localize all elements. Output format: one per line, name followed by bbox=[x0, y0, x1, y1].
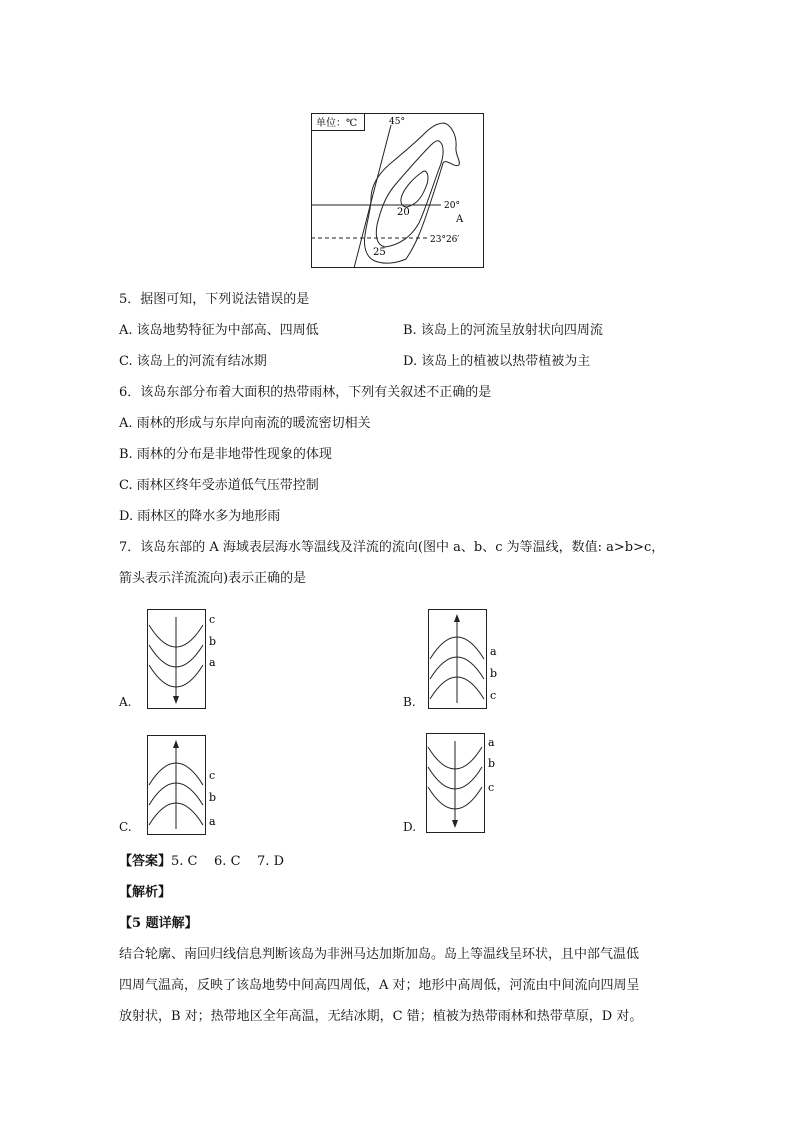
iso-25-label: 25 bbox=[373, 247, 386, 258]
q5-option-a: A. 该岛地势特征为中部高、四周低 bbox=[119, 323, 319, 338]
answer-text: 5. C 6. C 7. D bbox=[171, 854, 284, 869]
q6-option-a: A. 雨林的形成与东岸向南流的暖流密切相关 bbox=[119, 416, 371, 431]
fig-a-label-1: c bbox=[209, 613, 216, 626]
answer-line bbox=[119, 852, 284, 872]
fig-d-label-3: c bbox=[488, 781, 495, 794]
fig-d-label-1: a bbox=[488, 736, 495, 749]
fig-d-arrow-down-icon bbox=[452, 820, 458, 828]
label-45: 45° bbox=[389, 117, 405, 127]
q7-figure-c bbox=[147, 735, 227, 835]
q5-stem: 5．据图可知，下列说法错误的是 bbox=[119, 292, 310, 307]
fig-c-label-1: c bbox=[209, 769, 216, 782]
fig-a-label-3: a bbox=[209, 656, 216, 669]
q7-option-d: D. bbox=[403, 820, 417, 834]
fig-a-arrow-down-icon bbox=[173, 696, 179, 704]
q7-figure-b bbox=[428, 609, 508, 709]
analysis-tag: 【解析】 bbox=[119, 885, 172, 900]
analysis-line-3: 放射状，B 对；热带地区全年高温，无结冰期，C 错；植被为热带雨林和热带草原，D 对。 bbox=[119, 1009, 643, 1024]
fig-b-label-1: a bbox=[490, 645, 497, 658]
iso-20-label: 20 bbox=[397, 207, 410, 218]
q7-stem-line2: 箭头表示洋流流向)表示正确的是 bbox=[119, 571, 307, 586]
label-20-deg: 20° bbox=[444, 201, 460, 211]
q5-option-b: B. 该岛上的河流呈放射状向四周流 bbox=[403, 323, 603, 338]
fig-d-label-2: b bbox=[488, 757, 496, 770]
q5-option-c: C. 该岛上的河流有结冰期 bbox=[119, 354, 267, 369]
fig-a-label-2: b bbox=[209, 635, 217, 648]
map-svg bbox=[311, 113, 484, 268]
fig-b-arrow-up-icon bbox=[454, 614, 460, 622]
q6-option-c: C. 雨林区终年受赤道低气压带控制 bbox=[119, 478, 319, 493]
q6-option-d: D. 雨林区的降水多为地形雨 bbox=[119, 509, 281, 524]
q6-stem: 6．该岛东部分布着大面积的热带雨林，下列有关叙述不正确的是 bbox=[119, 385, 492, 400]
q7-figure-d bbox=[426, 733, 506, 833]
q7-option-b: B. bbox=[403, 695, 416, 709]
q5-option-d: D. 该岛上的植被以热带植被为主 bbox=[403, 354, 591, 369]
fig-b-label-2: b bbox=[490, 667, 498, 680]
island-isotherm-map bbox=[311, 113, 484, 268]
q7-figure-a bbox=[147, 609, 227, 709]
q7-stem-line1: 7．该岛东部的 A 海域表层海水等温线及洋流的流向(图中 a、b、c 为等温线，数值: a>b>c， bbox=[119, 540, 665, 555]
fig-c-label-3: a bbox=[209, 815, 216, 828]
point-a-label: A bbox=[456, 214, 464, 225]
q7-option-c: C. bbox=[119, 820, 132, 834]
isotherm-20 bbox=[401, 171, 428, 207]
answer-tag: 【答案】 bbox=[119, 854, 172, 869]
analysis-line-2: 四周气温高，反映了该岛地势中间高四周低，A 对；地形中高周低，河流由中间流向四周呈 bbox=[119, 978, 640, 993]
q6-option-b: B. 雨林的分布是非地带性现象的体现 bbox=[119, 447, 332, 462]
analysis-line-1: 结合轮廓、南回归线信息判断该岛为非洲马达加斯加岛。岛上等温线呈环状，且中部气温低 bbox=[119, 947, 640, 962]
fig-c-label-2: b bbox=[209, 791, 217, 804]
label-tropic: 23°26′ bbox=[430, 235, 460, 245]
q7-option-a: A. bbox=[119, 695, 132, 709]
unit-label: 单位：℃ bbox=[316, 118, 358, 129]
fig-c-arrow-up-icon bbox=[173, 740, 179, 748]
analysis-sub: 【5 题详解】 bbox=[119, 916, 198, 931]
fig-b-label-3: c bbox=[490, 689, 497, 702]
